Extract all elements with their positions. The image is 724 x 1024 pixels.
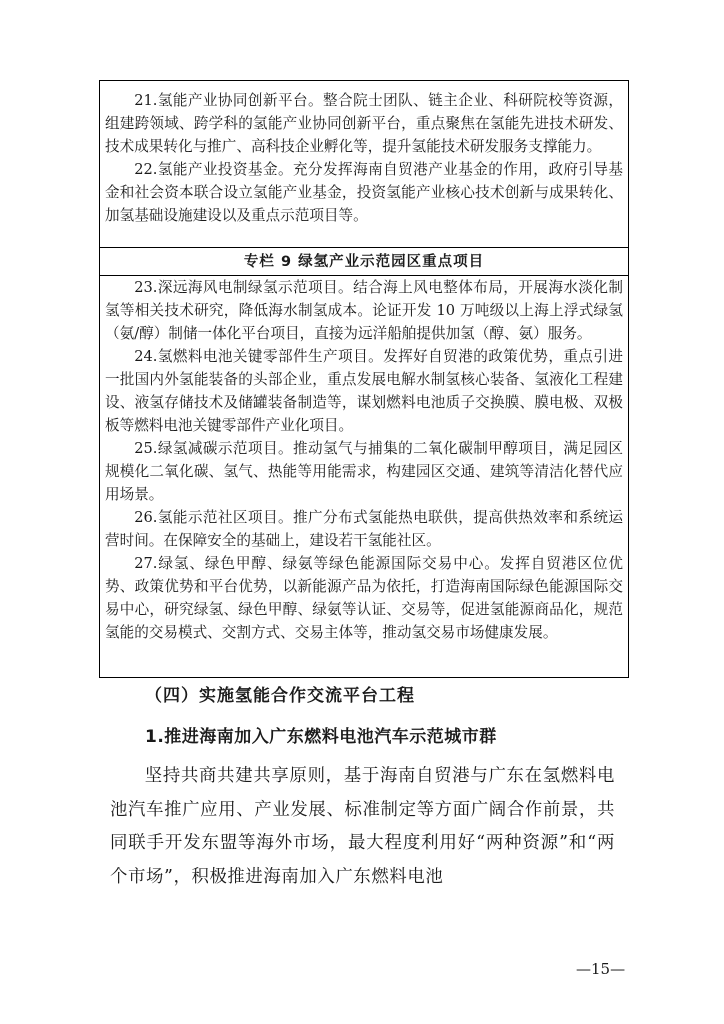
page-number: —15— [576,960,626,978]
section-heading: （四）实施氢能合作交流平台工程 [145,686,415,706]
item-27: 27.绿氢、绿色甲醇、绿氨等绿色能源国际交易中心。发挥自贸港区位优势、政策优势和平台优势，以新能源产品为依托，打造海南国际绿色能源国际交易中心，研究绿氢、绿色甲醇、绿氨等认证、交易等，促进氢能源商品化，规范氢能的交易模式、交割方式、交易主体等，推动氢交易市场健康发展。 [105,555,623,641]
body-paragraph: 坚持共商共建共享原则，基于海南自贸港与广东在氢燃料电池汽车推广应用、产业发展、标准制定等方面广阔合作前景，共同联手开发东盟等海外市场，最大程度利用好“两种资源”和“两个市场”，积极推进海南加入广东燃料电池 [110,766,615,887]
subsection-heading: 1.推进海南加入广东燃料电池汽车示范城市群 [145,727,497,747]
item-21: 21.氢能产业协同创新平台。整合院士团队、链主企业、科研院校等资源，组建跨领域、跨学科的氢能产业协同创新平台，重点聚焦在氢能先进技术研发、技术成果转化与推广、高科技企业孵化等，提升氢能技术研发服务支撑能力。 [105,92,623,155]
item-26: 26.氢能示范社区项目。推广分布式氢能热电联供，提高供热效率和系统运营时间。在保障安全的基础上，建设若干氢能社区。 [105,509,623,549]
item-25: 25.绿氢减碳示范项目。推动氢气与捕集的二氧化碳制甲醇项目，满足园区规模化二氧化碳、氢气、热能等用能需求，构建园区交通、建筑等清洁化替代应用场景。 [105,440,623,503]
item-22: 22.氢能产业投资基金。充分发挥海南自贸港产业基金的作用，政府引导基金和社会资本联合设立氢能产业基金，投资氢能产业核心技术创新与成果转化、加氢基础设施建设以及重点示范项目等。 [105,161,623,224]
item-24: 24.氢燃料电池关键零部件生产项目。发挥好自贸港的政策优势，重点引进一批国内外氢能装备的头部企业，重点发展电解水制氢核心装备、氢液化工程建设、液氢存储技术及储罐装备制造等，谋划燃料电池质子交换膜、膜电极、双极板等燃料电池关键零部件产业化项目。 [105,348,623,434]
project-box-continued [99,80,629,248]
item-23: 23.深远海风电制绿氢示范项目。结合海上风电整体布局，开展海水淡化制氢等相关技术研究，降低海水制氢成本。论证开发 10 万吨级以上海上浮式绿氢（氨/醇）制储一体化平台项目，直接为远洋船舶提供加氢（醇、氨）服务。 [105,279,623,342]
project-box-column9 [99,276,629,678]
column-title: 专栏 9 绿氢产业示范园区重点项目 [99,248,629,276]
